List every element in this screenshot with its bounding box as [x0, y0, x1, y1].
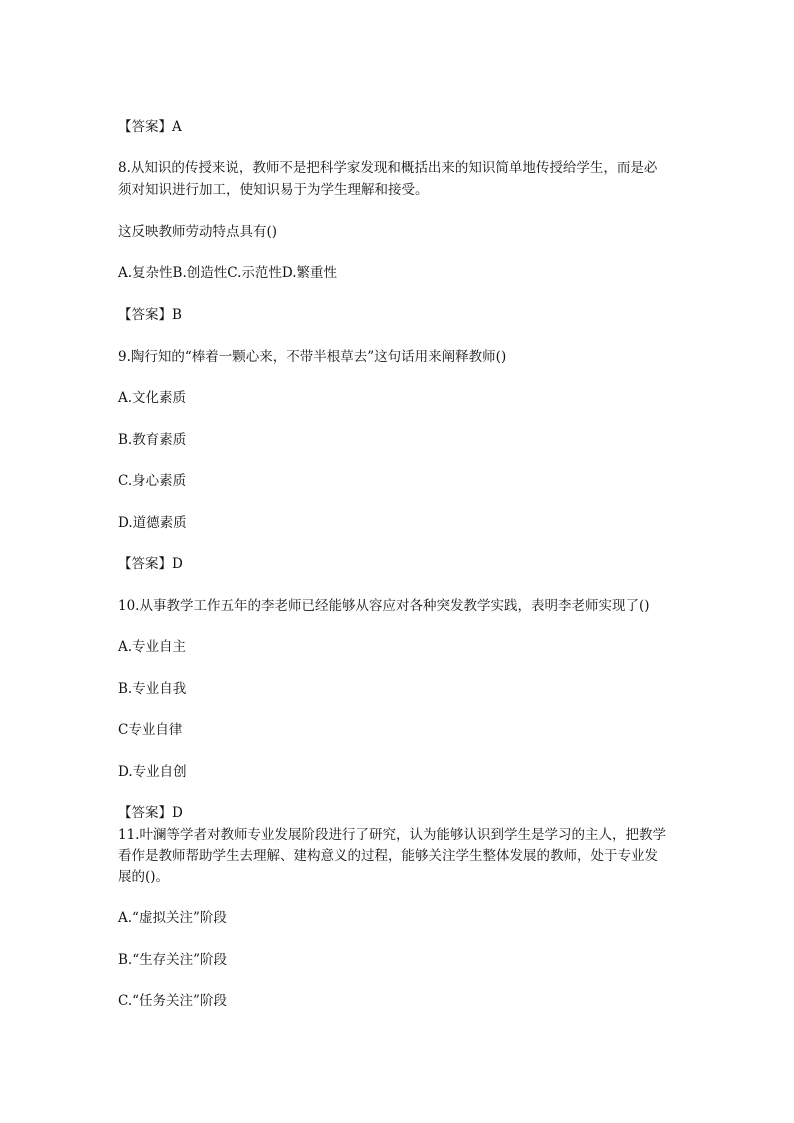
question-10-option-a: A.专业自主	[118, 639, 187, 655]
question-9-option-c: C.身心素质	[118, 473, 187, 489]
question-11-option-c: C.“任务关注”阶段	[118, 993, 227, 1009]
question-9-text: 9.陶行知的“棒着一颗心来，不带半根草去”这句话用来阐释教师()	[118, 349, 507, 365]
question-8-text-line1: 8.从知识的传授来说，教师不是把科学家发现和概括出来的知识简单地传授给学生，而是必	[118, 160, 658, 176]
question-11-option-a: A.“虚拟关注”阶段	[118, 910, 227, 926]
question-10-text: 10.从事教学工作五年的李老师已经能够从容应对各种突发教学实践，表明李老师实现了()	[118, 598, 650, 614]
question-9-option-d: D.道德素质	[118, 515, 187, 531]
question-8-text-line3: 这反映教师劳动特点具有()	[118, 224, 278, 240]
answer-10: 【答案】D	[118, 805, 183, 821]
question-9-option-b: B.教育素质	[118, 432, 187, 448]
answer-8: 【答案】B	[118, 307, 182, 323]
question-11-option-b: B.“生存关注”阶段	[118, 952, 228, 968]
question-10-option-d: D.专业自创	[118, 764, 187, 780]
answer-9: 【答案】D	[118, 556, 183, 572]
question-8-text-line2: 须对知识进行加工，使知识易于为学生理解和接受。	[118, 182, 429, 198]
question-8-options: A.复杂性B.创造性C.示范性D.繁重性	[118, 265, 338, 281]
question-11-text-line3: 展的()。	[118, 869, 170, 885]
question-10-option-c: C专业自律	[118, 722, 183, 738]
question-10-option-b: B.专业自我	[118, 681, 187, 697]
question-9-option-a: A.文化素质	[118, 390, 187, 406]
answer-7: 【答案】A	[118, 119, 182, 135]
question-11-text-line1: 11.叶澜等学者对教师专业发展阶段进行了研究，认为能够认识到学生是学习的主人，把教学	[118, 827, 666, 843]
question-11-text-line2: 看作是教师帮助学生去理解、建构意义的过程，能够关注学生整体发展的教师，处于专业发	[118, 848, 658, 864]
